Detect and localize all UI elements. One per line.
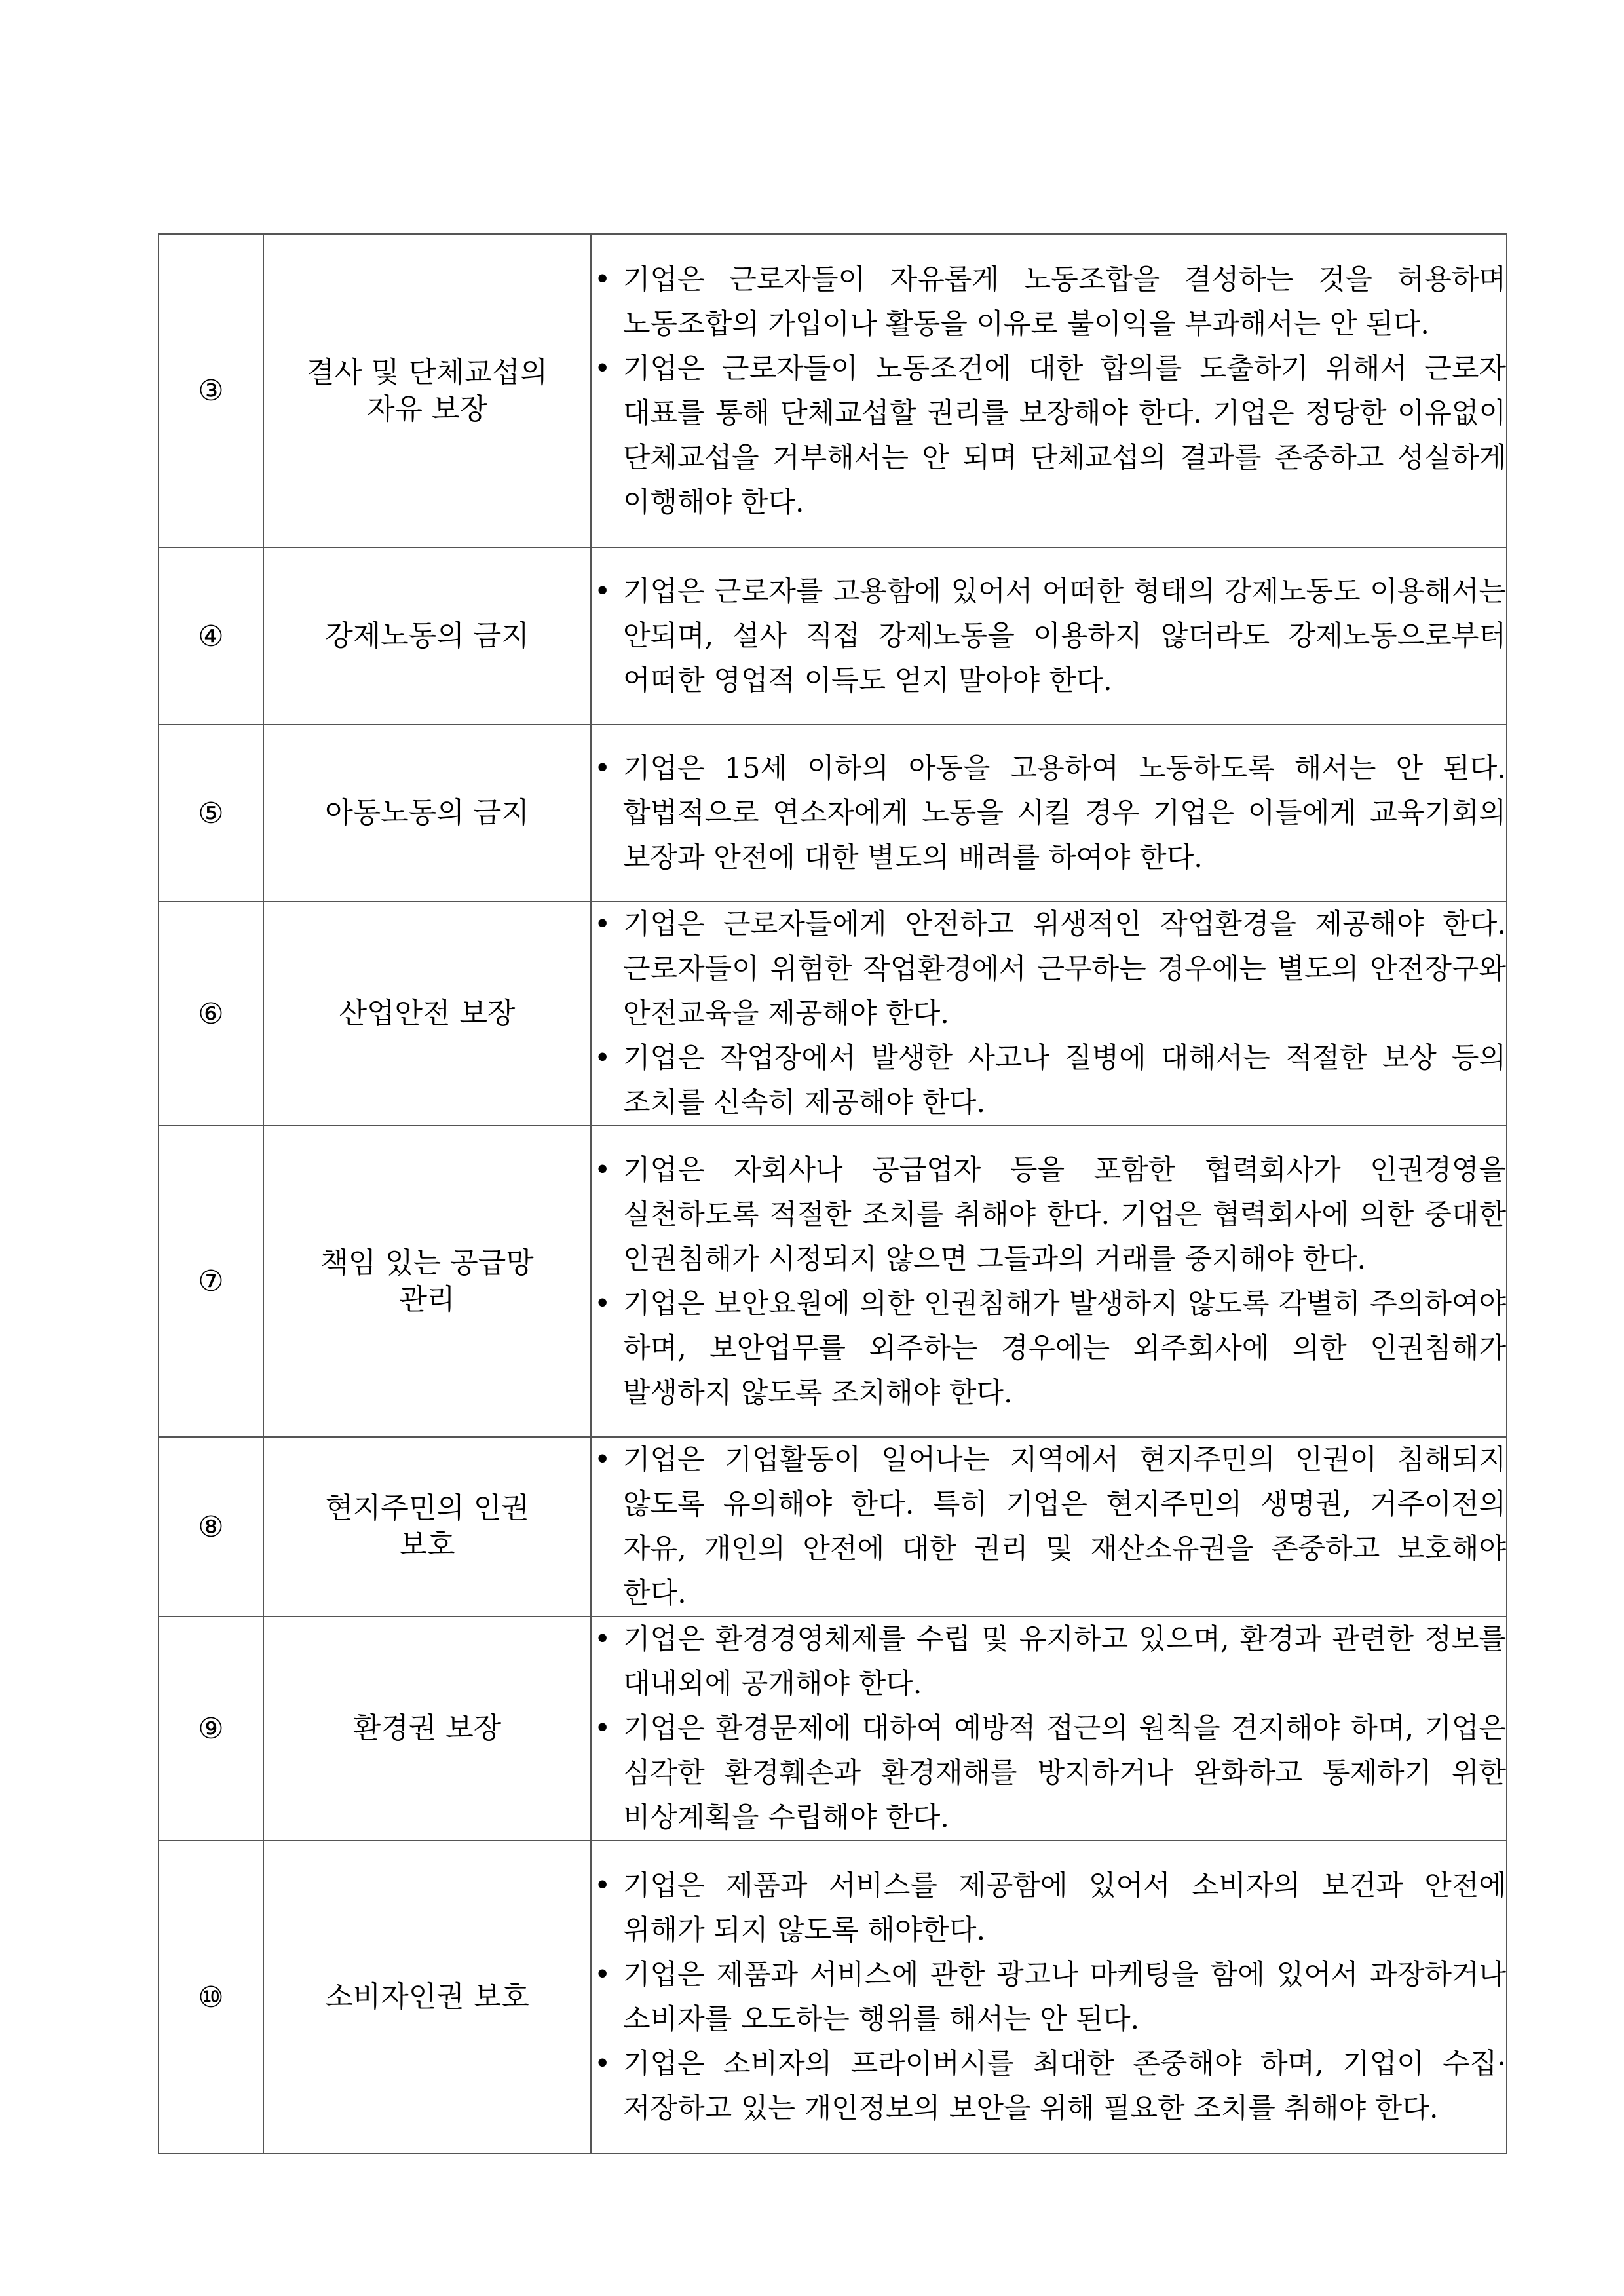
row-title <box>263 902 591 1126</box>
bullet-item: • 기업은 환경경영체제를 수립 및 유지하고 있으며, 환경과 관련한 정보를 대내외에 공개해야 한다. <box>592 1617 1506 1706</box>
row-title-line: 보호 <box>399 1528 455 1561</box>
row-number: ③ <box>159 234 263 548</box>
bullet-item: • 기업은 근로자들이 자유롭게 노동조합을 결성하는 것을 허용하며 노동조합의 가입이나 활동을 이유로 불이익을 부과해서는 안 된다. <box>592 258 1506 347</box>
row-title <box>263 1126 591 1437</box>
table-row <box>159 548 1507 725</box>
bullet-item: • 기업은 근로자들에게 안전하고 위생적인 작업환경을 제공해야 한다. 근로자들이 위험한 작업환경에서 근무하는 경우에는 별도의 안전장구와 안전교육을 제공해야 한다. <box>592 902 1506 1036</box>
bullet-item: • 기업은 보안요원에 의한 인권침해가 발생하지 않도록 각별히 주의하여야 하며, 보안업무를 외주하는 경우에는 외주회사에 의한 인권침해가 발생하지 않도록 조치해야 한다. <box>592 1282 1506 1415</box>
table-row <box>159 234 1507 548</box>
row-title <box>263 548 591 725</box>
row-title-line: 결사 및 단체교섭의 <box>306 355 548 389</box>
row-title-line: 책임 있는 공급망 <box>320 1246 534 1280</box>
row-description <box>591 725 1507 902</box>
row-description <box>591 1617 1507 1841</box>
row-description <box>591 234 1507 548</box>
row-number: ⑥ <box>159 902 263 1126</box>
row-number: ⑧ <box>159 1437 263 1617</box>
row-title-line: 자유 보장 <box>366 392 487 426</box>
row-title-line: 산업안전 보장 <box>339 997 516 1030</box>
table-row <box>159 1617 1507 1841</box>
row-title <box>263 1437 591 1617</box>
row-number: ⑩ <box>159 1841 263 2154</box>
table-row <box>159 725 1507 902</box>
row-number: ⑤ <box>159 725 263 902</box>
bullet-item: • 기업은 제품과 서비스를 제공함에 있어서 소비자의 보건과 안전에 위해가 되지 않도록 해야한다. <box>592 1864 1506 1953</box>
row-number: ⑨ <box>159 1617 263 1841</box>
row-number: ⑦ <box>159 1126 263 1437</box>
row-description <box>591 1841 1507 2154</box>
row-description <box>591 902 1507 1126</box>
row-title <box>263 1617 591 1841</box>
row-title-line: 현지주민의 인권 <box>325 1491 529 1525</box>
bullet-item: • 기업은 근로자들이 노동조건에 대한 합의를 도출하기 위해서 근로자 대표를 통해 단체교섭할 권리를 보장해야 한다. 기업은 정당한 이유없이 단체교섭을 거부해서는 안 되며 단체교섭의 결과를 존중하고 성실하게 이행해야 한다. <box>592 347 1506 525</box>
row-description <box>591 1126 1507 1437</box>
bullet-item: • 기업은 자회사나 공급업자 등을 포함한 협력회사가 인권경영을 실천하도록 적절한 조치를 취해야 한다. 기업은 협력회사에 의한 중대한 인권침해가 시정되지 않으면 그들과의 거래를 중지해야 한다. <box>592 1148 1506 1282</box>
row-title-line: 강제노동의 금지 <box>325 619 529 653</box>
row-title-line: 소비자인권 보호 <box>325 1980 529 2014</box>
bullet-item: • 기업은 작업장에서 발생한 사고나 질병에 대해서는 적절한 보상 등의 조치를 신속히 제공해야 한다. <box>592 1036 1506 1125</box>
row-number: ④ <box>159 548 263 725</box>
bullet-item: • 기업은 기업활동이 일어나는 지역에서 현지주민의 인권이 침해되지 않도록 유의해야 한다. 특히 기업은 현지주민의 생명권, 거주이전의 자유, 개인의 안전에 대한 권리 및 재산소유권을 존중하고 보호해야 한다. <box>592 1438 1506 1616</box>
bullet-item: • 기업은 15세 이하의 아동을 고용하여 노동하도록 해서는 안 된다. 합법적으로 연소자에게 노동을 시킬 경우 기업은 이들에게 교육기회의 보장과 안전에 대한 별도의 배려를 하여야 한다. <box>592 746 1506 880</box>
table-row <box>159 1437 1507 1617</box>
bullet-item: • 기업은 소비자의 프라이버시를 최대한 존중해야 하며, 기업이 수집·저장하고 있는 개인정보의 보안을 위해 필요한 조치를 취해야 한다. <box>592 2042 1506 2131</box>
bullet-item: • 기업은 제품과 서비스에 관한 광고나 마케팅을 함에 있어서 과장하거나 소비자를 오도하는 행위를 해서는 안 된다. <box>592 1953 1506 2042</box>
table-row <box>159 902 1507 1126</box>
row-title <box>263 234 591 548</box>
row-title-line: 관리 <box>399 1282 455 1316</box>
row-title-line: 환경권 보장 <box>352 1712 502 1745</box>
guideline-table <box>158 233 1507 2154</box>
bullet-item: • 기업은 근로자를 고용함에 있어서 어떠한 형태의 강제노동도 이용해서는 안되며, 설사 직접 강제노동을 이용하지 않더라도 강제노동으로부터 어떠한 영업적 이득도 얻지 말아야 한다. <box>592 569 1506 703</box>
table-row <box>159 1841 1507 2154</box>
row-title <box>263 1841 591 2154</box>
row-description <box>591 548 1507 725</box>
table-row <box>159 1126 1507 1437</box>
bullet-item: • 기업은 환경문제에 대하여 예방적 접근의 원칙을 견지해야 하며, 기업은 심각한 환경훼손과 환경재해를 방지하거나 완화하고 통제하기 위한 비상계획을 수립해야 한다. <box>592 1706 1506 1840</box>
row-description <box>591 1437 1507 1617</box>
row-title-line: 아동노동의 금지 <box>325 796 529 830</box>
row-title <box>263 725 591 902</box>
